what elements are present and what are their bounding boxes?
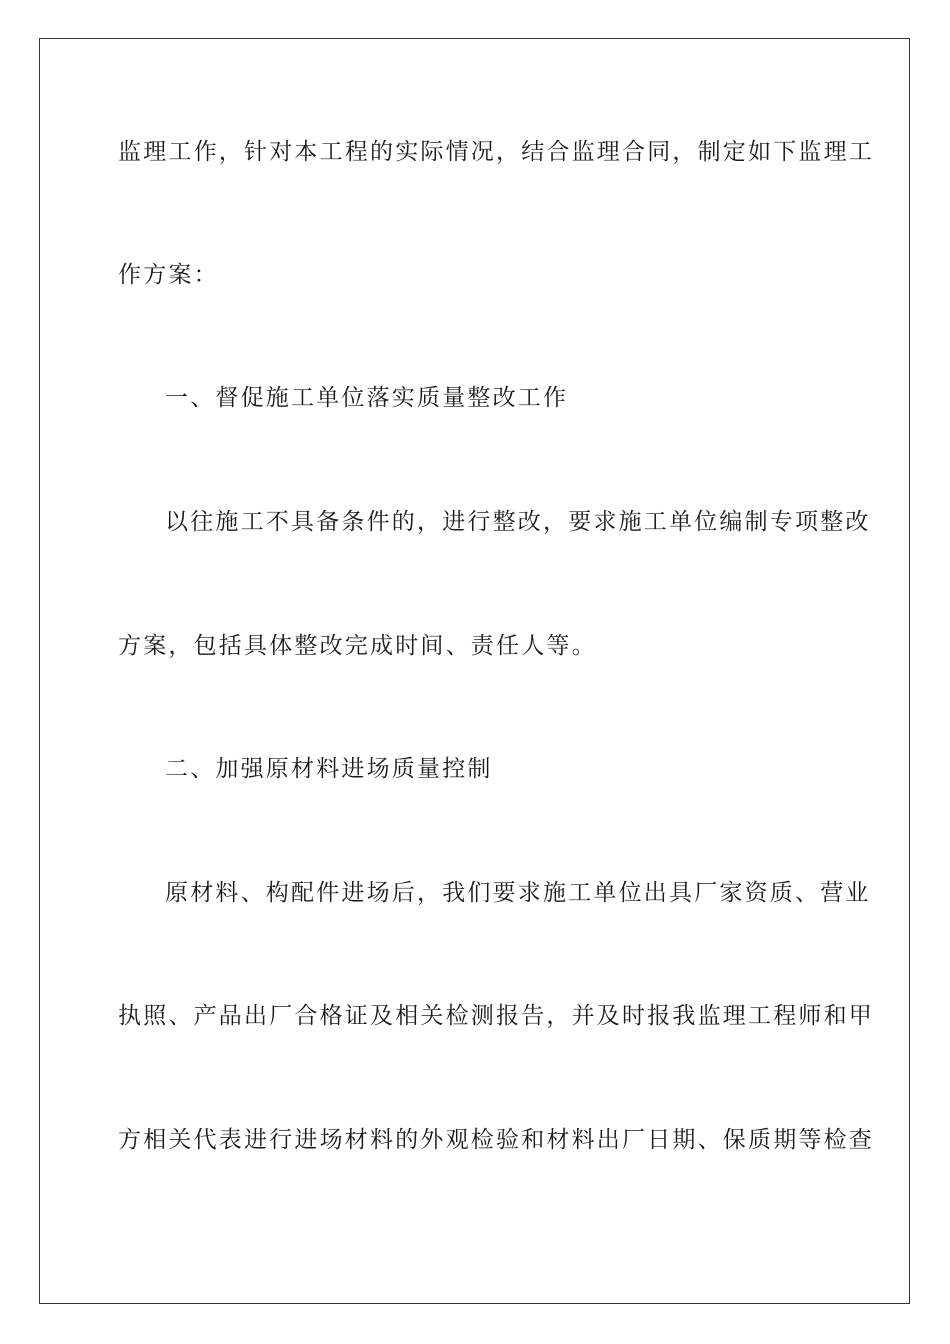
paragraph-line: 原材料、构配件进场后，我们要求施工单位出具厂家资质、营业 (165, 880, 871, 906)
paragraph-line: 方案，包括具体整改完成时间、责任人等。 (118, 633, 597, 659)
paragraph-line: 执照、产品出厂合格证及相关检测报告，并及时报我监理工程师和甲 (118, 1003, 874, 1029)
section-heading-1: 一、督促施工单位落实质量整改工作 (165, 385, 569, 411)
page-border (39, 38, 910, 1304)
paragraph-line: 作方案： (118, 262, 219, 288)
paragraph-line: 方相关代表进行进场材料的外观检验和材料出厂日期、保质期等检查 (118, 1127, 874, 1153)
paragraph-line: 监理工作，针对本工程的实际情况，结合监理合同，制定如下监理工 (118, 139, 874, 165)
paragraph-line: 以往施工不具备条件的，进行整改，要求施工单位编制专项整改 (165, 509, 871, 535)
section-heading-2: 二、加强原材料进场质量控制 (165, 756, 493, 782)
